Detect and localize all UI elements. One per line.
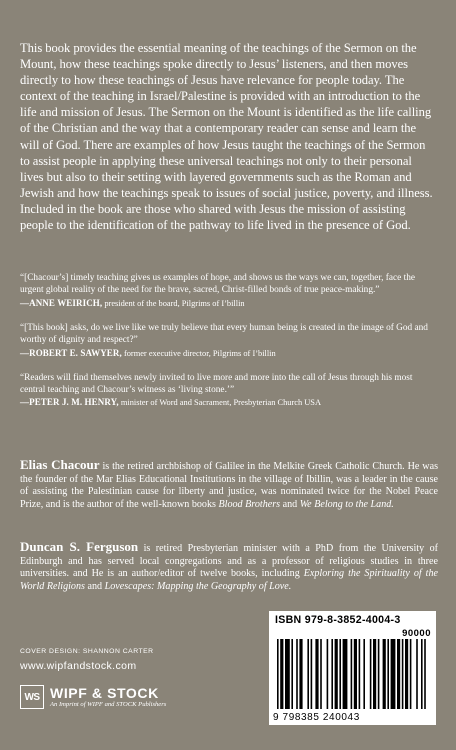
bio-text: and — [280, 499, 300, 511]
endorsement-text: “[This book] asks, do we live like we truly believe that every human being is created in the image of God and worthy of dignity and respect?” — [20, 322, 428, 346]
bio-text: and — [84, 581, 105, 593]
author-name: Elias Chacour — [20, 457, 100, 472]
publisher-tagline: An Imprint of WIPF and STOCK Publishers — [50, 700, 167, 708]
author-name: Duncan S. Ferguson — [20, 539, 139, 554]
endorser-name: —PETER J. M. HENRY, — [20, 397, 119, 408]
book-description: This book provides the essential meaning of the teachings of the Sermon on the Mount, how these teachings spoke directly to Jesus’ listeners, and then moves directly to how these teachings of Jesus have relevance for people today. The context of the teaching in Israel/Palestine is provided with an introduction to the life and mission of Jesus. The Sermon on the Mount is identified as the life calling of the Christian and the way that a contemporary reader can sense and learn the will of God. There are examples of how Jesus taught the teachings of the Sermon to assist people in applying these universal teachings not only to their personal lives but also to their setting with layered governments such as the Roman and Jewish and how the teachings speak to issues of social justice, poverty, and illness. Included in the book are those who shared with Jesus the mission of assisting people to the identification of the pathway to life lived in the presence of God. — [20, 41, 433, 233]
bio-text: is retired Presbyterian minister with a PhD from the University of Edinburgh and has served local congregations and as a professor of religious studies in three universities. and He is an author/editor of twelve books, including — [20, 543, 438, 580]
endorsement-text: “Readers will find themselves newly invited to live more and more into the call of Jesus through his most central teaching and Chacour’s witness as ‘living stone.’” — [20, 372, 413, 396]
endorser-role: president of the board, Pilgrims of I’billin — [102, 298, 245, 308]
bio-text: is the retired archbishop of Galilee in the Melkite Greek Catholic Church. He was the founder of the Mar Elias Educational Institutions in the village of Ibillin, was a leader in the cause of assisting the Palestinian cause for liberty and justice, was nominated twice for the Nobel Peace Prize, and is the author of the well-known books — [20, 461, 438, 511]
publisher-logo — [20, 685, 166, 709]
book-title: Exploring the Spirituality of the World Religions — [20, 568, 438, 593]
cover-design-credit: COVER DESIGN: SHANNON CARTER — [20, 648, 154, 655]
endorsement — [20, 322, 438, 360]
isbn-number: ISBN 979-8-3852-4004-3 — [275, 614, 401, 626]
book-title: Lovescapes: Mapping the Geography of Love. — [104, 581, 292, 593]
endorser-name: —ANNE WEIRICH, — [20, 297, 103, 308]
author-bio-ferguson — [20, 541, 438, 594]
publisher-logo-text — [50, 686, 166, 709]
barcode-icon — [275, 639, 430, 709]
author-bio-chacour — [20, 459, 438, 512]
endorser-role: former executive director, Pilgrims of I’billin — [121, 348, 276, 358]
book-title: Blood Brothers — [218, 499, 281, 511]
endorsement — [20, 272, 438, 310]
book-title: We Belong to the Land. — [299, 499, 394, 511]
endorsement-attribution — [20, 297, 438, 310]
endorsement-attribution — [20, 396, 438, 409]
endorsement — [20, 372, 438, 410]
publisher-name: WIPF & STOCK — [50, 684, 159, 701]
ws-logo-icon: WS — [20, 685, 44, 709]
publisher-website: www.wipfandstock.com — [20, 660, 137, 672]
endorsement-text: “[Chacour’s] timely teaching gives us examples of hope, and shows us the ways we can, together, face the urgent global reality of the need for the brave, sacred, Christ-filled bonds of true peace-making.” — [20, 273, 415, 296]
endorsement-attribution — [20, 347, 438, 360]
endorser-role: minister of Word and Sacrament, Presbyterian Church USA — [118, 398, 321, 408]
price-code: 90000 — [402, 628, 431, 639]
barcode-digits: 9 798385 240043 — [273, 712, 360, 723]
isbn-barcode — [269, 611, 436, 725]
endorsements — [20, 272, 438, 421]
endorser-name: —ROBERT E. SAWYER, — [20, 347, 122, 358]
